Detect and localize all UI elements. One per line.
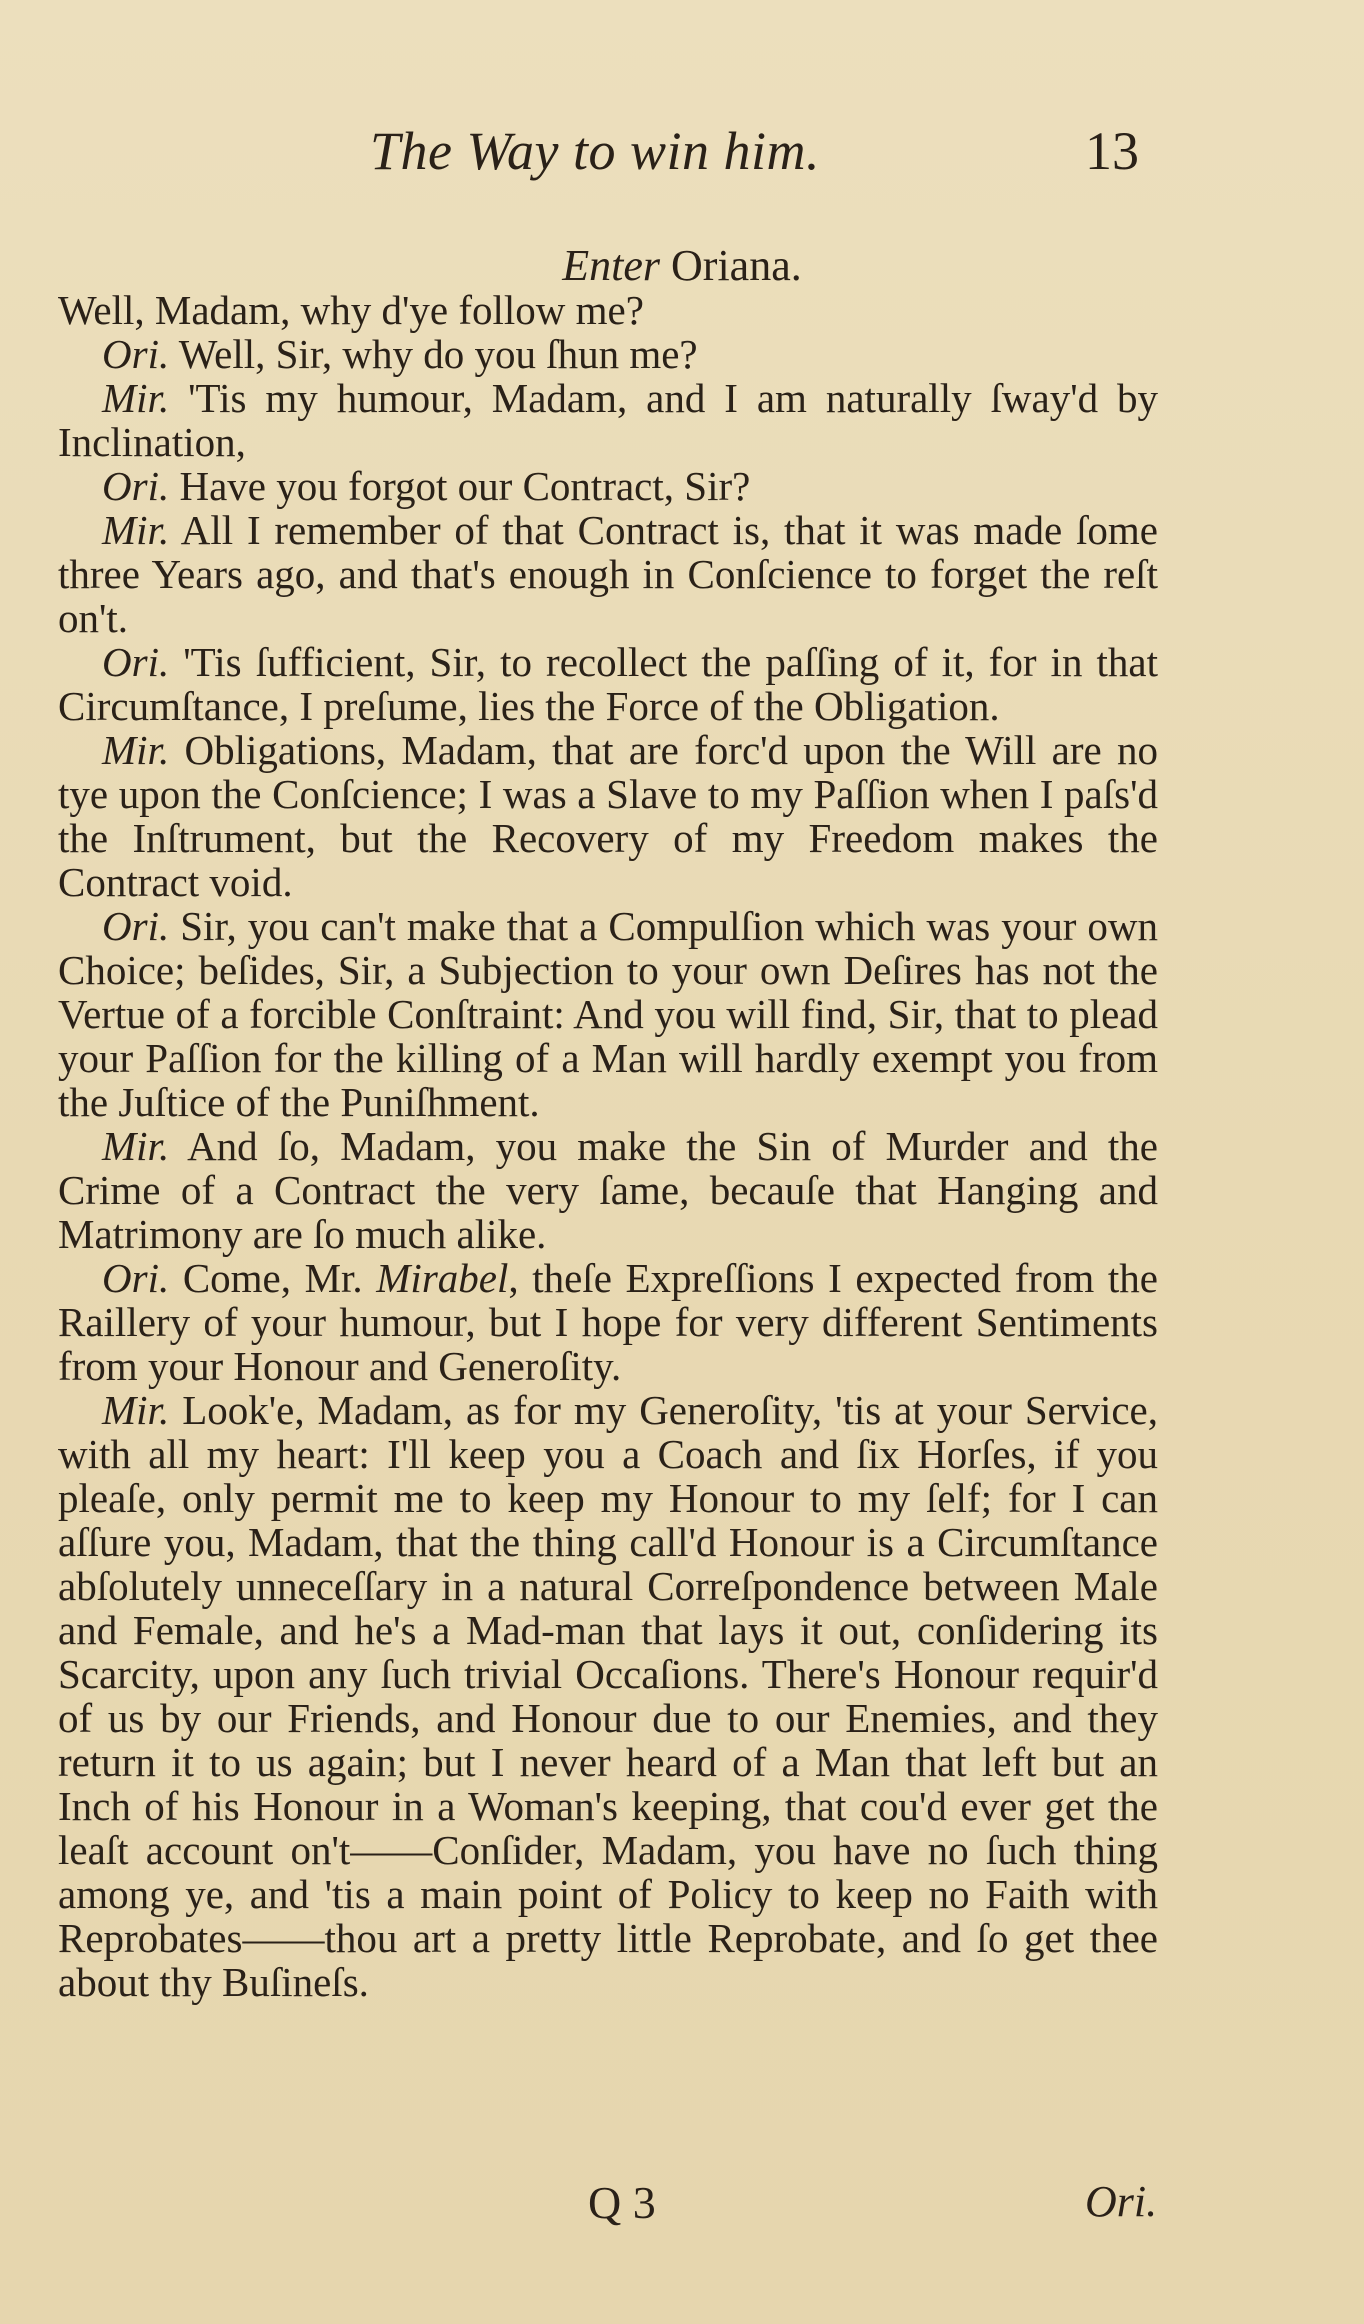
- speaker-name: Ori.: [102, 903, 170, 949]
- page-footer: [0, 2176, 1364, 2236]
- line-text: Obligations, Madam, that are forc'd upon the Will are no tye upon the Conſcience; I was a Slave to my Paſſion when I paſs'd the Inſtrument, but the Recovery of my Freedom makes the Contract void.: [58, 727, 1158, 905]
- speaker-name: Ori.: [102, 463, 170, 509]
- speaker-name: Mir.: [102, 507, 170, 553]
- dialogue-line: [58, 1388, 1158, 2004]
- dialogue-line: [58, 640, 1158, 728]
- line-text: All I remember of that Contract is, that it was made ſome three Years ago, and that's enough in Conſcience to forget the reſt on't.: [58, 507, 1158, 641]
- dialogue-line: [58, 1124, 1158, 1256]
- line-text: , theſe Expreſſions I expected from the Raillery of your humour, but I hope for very different Sentiments from your Honour and Generoſity.: [58, 1255, 1158, 1389]
- character-name-italic: Mirabel: [376, 1255, 509, 1301]
- dialogue-line: [58, 376, 1158, 464]
- dialogue-body: [58, 288, 1158, 2004]
- line-text: Well, Madam, why d'ye follow me?: [58, 287, 644, 333]
- page-number: 13: [1085, 121, 1139, 181]
- stage-direction: [0, 240, 1364, 291]
- speaker-name: Mir.: [102, 375, 170, 421]
- dialogue-line: [58, 508, 1158, 640]
- speaker-name: Mir.: [102, 1387, 170, 1433]
- dialogue-line: [58, 728, 1158, 904]
- speaker-name: Ori.: [102, 1255, 170, 1301]
- line-text: Well, Sir, why do you ſhun me?: [178, 331, 698, 377]
- dialogue-line: [58, 288, 1158, 332]
- line-text: And ſo, Madam, you make the Sin of Murder and the Crime of a Contract the very ſame, becauſe that Hanging and Matrimony are ſo much alike.: [58, 1123, 1158, 1257]
- catchword: Ori.: [1085, 2177, 1158, 2226]
- running-head: The Way to win him.: [370, 121, 821, 181]
- stage-direction-enter: Enter: [562, 241, 661, 290]
- line-text: Have you forgot our Contract, Sir?: [179, 463, 751, 509]
- speaker-name: Mir.: [102, 727, 170, 773]
- line-text: Sir, you can't make that a Compulſion which was your own Choice; beſides, Sir, a Subjection to your own Deſires has not the Vertue of a forcible Conſtraint: And you will find, Sir, that to plead your Paſſion for the killing of a Man will hardly exempt you from the Juſtice of the Puniſhment.: [58, 903, 1159, 1125]
- speaker-name: Mir.: [102, 1123, 170, 1169]
- line-text: Come, Mr.: [182, 1255, 363, 1301]
- line-text: Look'e, Madam, as for my Generoſity, 'tis at your Service, with all my heart: I'll keep you a Coach and ſix Horſes, if you pleaſe, only permit me to keep my Honour to my ſelf; for I can aſſure you, Madam, that the thing call'd Honour is a Circumſtance abſolutely unneceſſary in a natural Correſpondence between Male and Female, and he's a Mad-man that lays it out, conſidering its Scarcity, upon any ſuch trivial Occaſions. There's Honour requir'd of us by our Friends, and Honour due to our Enemies, and they return it to us again; but I never heard of a Man that left but an Inch of his Honour in a Woman's keeping, that cou'd ever get the leaſt account on't——Conſider, Madam, you have no ſuch thing among ye, and 'tis a main point of Policy to keep no Faith with Reprobates——thou art a pretty little Reprobate, and ſo get thee about thy Buſineſs.: [58, 1387, 1159, 2005]
- dialogue-line: [58, 904, 1158, 1124]
- speaker-name: Ori.: [102, 331, 170, 377]
- line-text: 'Tis my humour, Madam, and I am naturally ſway'd by Inclination,: [58, 375, 1159, 465]
- dialogue-line: [58, 1256, 1158, 1388]
- dialogue-line: [58, 332, 1158, 376]
- stage-direction-character: Oriana.: [671, 241, 802, 290]
- signature-mark: Q 3: [588, 2177, 656, 2228]
- speaker-name: Ori.: [102, 639, 170, 685]
- page-header: [0, 120, 1364, 200]
- line-text: 'Tis ſufficient, Sir, to recollect the paſſing of it, for in that Circumſtance, I preſume, lies the Force of the Obligation.: [58, 639, 1158, 729]
- dialogue-line: [58, 464, 1158, 508]
